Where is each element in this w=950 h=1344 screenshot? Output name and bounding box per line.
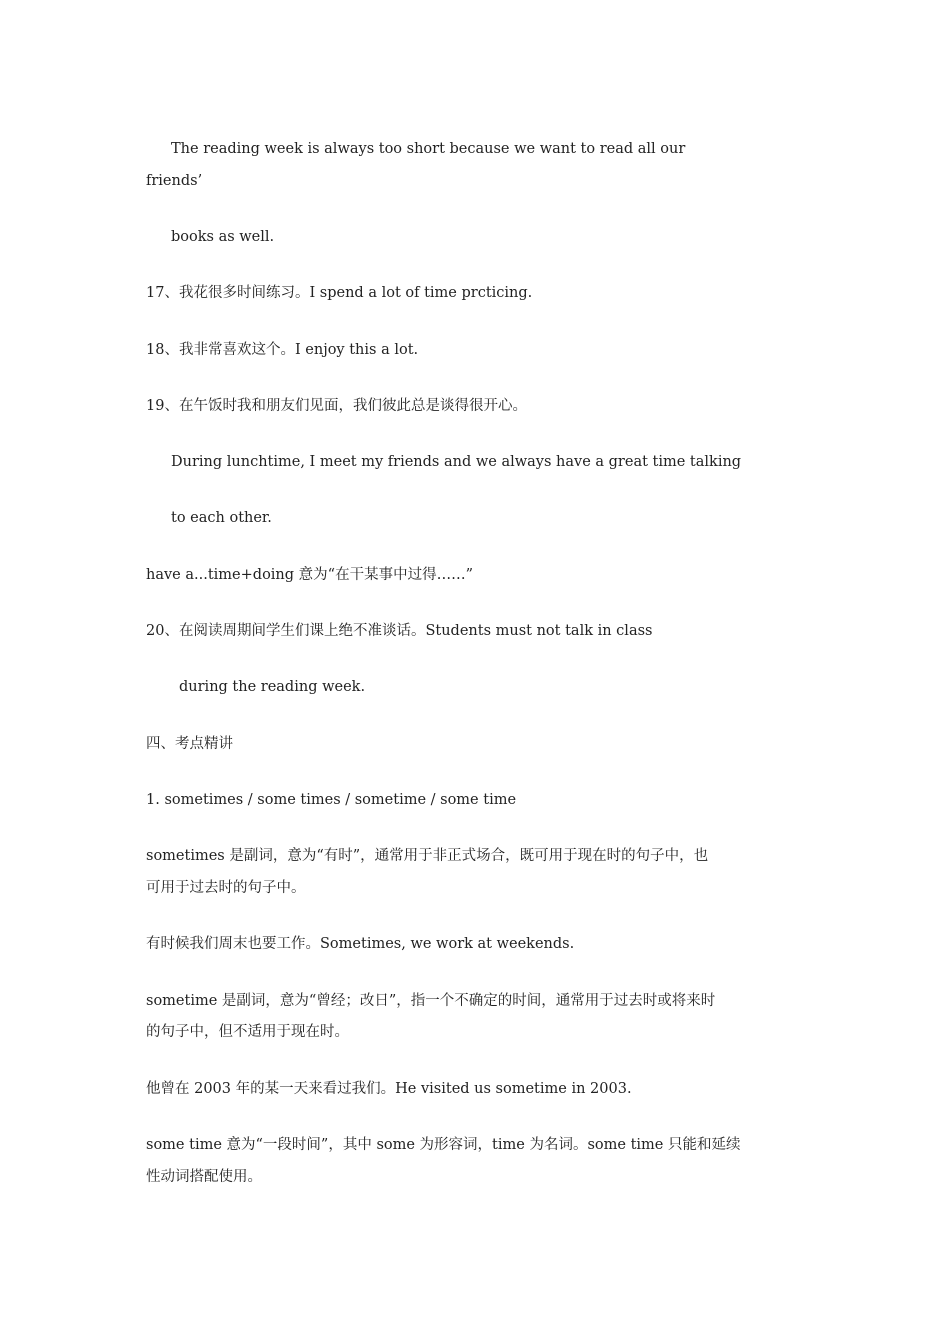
- text-line: some time 意为“一段时间”，其中 some 为形容词，time 为名词。some time 只能和延续: [146, 1137, 741, 1153]
- text-line: 17、我花很多时间练习。I spend a lot of time prcticing.: [146, 285, 533, 301]
- text-line: 性动词搭配使用。: [146, 1169, 262, 1185]
- text-line: 20、在阅读周期间学生们课上绝不准谈话。Students must not talk in class: [146, 623, 653, 639]
- text-line: to each other.: [171, 510, 272, 526]
- text-line: During lunchtime, I meet my friends and we always have a great time talking: [171, 454, 742, 470]
- text-line: The reading week is always too short because we want to read all our: [171, 141, 686, 157]
- text-line: sometimes 是副词，意为“有时”，通常用于非正式场合，既可用于现在时的句子中，也: [146, 848, 709, 864]
- section-heading: 四、考点精讲: [146, 736, 233, 752]
- text-line: 有时候我们周末也要工作。Sometimes, we work at weekends.: [146, 936, 575, 952]
- text-line: have a...time+doing 意为“在干某事中过得……”: [146, 567, 473, 583]
- text-line: 他曾在 2003 年的某一天来看过我们。He visited us sometime in 2003.: [146, 1081, 632, 1097]
- text-line: friends’: [146, 173, 203, 189]
- text-line: 18、我非常喜欢这个。I enjoy this a lot.: [146, 342, 419, 358]
- text-line: 的句子中，但不适用于现在时。: [146, 1024, 349, 1040]
- text-line: books as well.: [171, 229, 275, 245]
- text-line: 1. sometimes / some times / sometime / some time: [146, 792, 517, 808]
- text-line: 可用于过去时的句子中。: [146, 880, 306, 896]
- text-line: during the reading week.: [179, 679, 366, 695]
- text-line: sometime 是副词，意为“曾经；改日”，指一个不确定的时间，通常用于过去时或将来时: [146, 993, 716, 1009]
- text-line: 19、在午饭时我和朋友们见面，我们彼此总是谈得很开心。: [146, 398, 527, 414]
